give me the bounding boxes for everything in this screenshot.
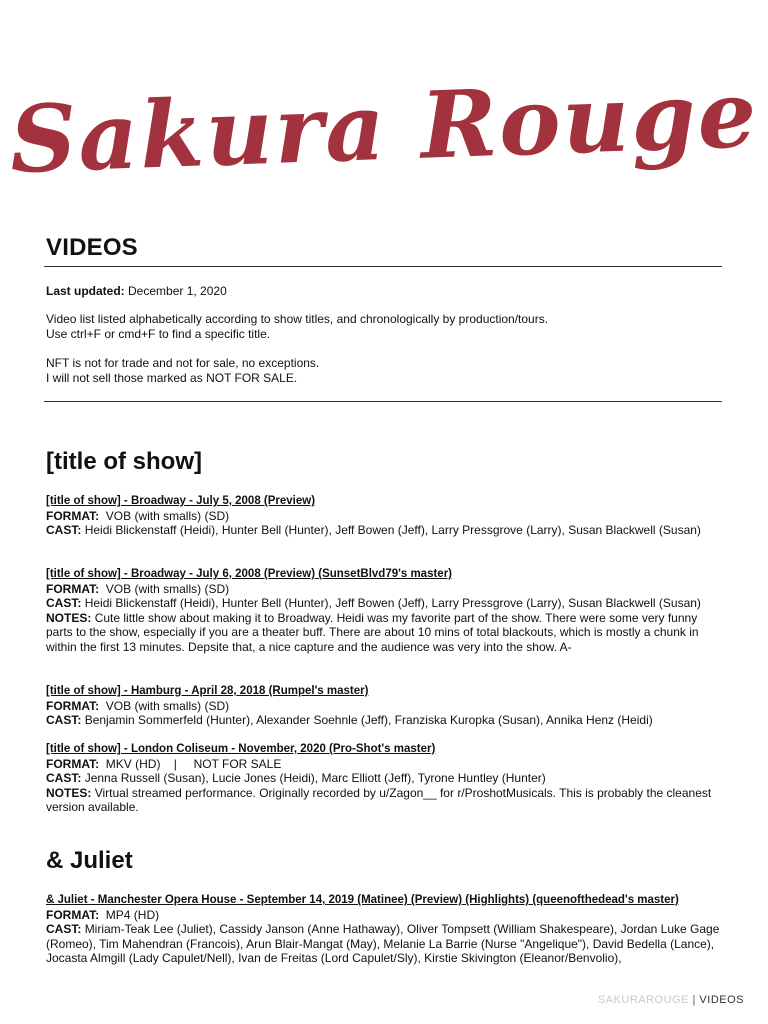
last-updated bbox=[46, 284, 726, 299]
page-title: VIDEOS bbox=[46, 234, 138, 261]
entry-format: VOB (with smalls) (SD) bbox=[105, 581, 230, 596]
video-entry bbox=[46, 742, 726, 815]
format-label: FORMAT: bbox=[46, 508, 100, 523]
video-entry bbox=[46, 494, 726, 538]
entry-cast: Heidi Blickenstaff (Heidi), Hunter Bell (Hunter), Jeff Bowen (Jeff), Larry Pressgrove (Larry), Susan Blackwell (Susan) bbox=[84, 523, 701, 538]
entry-title: [title of show] - Hamburg - April 28, 2018 (Rumpel's master) bbox=[46, 685, 369, 697]
intro-line: I will not sell those marked as NOT FOR SALE. bbox=[46, 371, 298, 385]
show-heading: & Juliet bbox=[46, 847, 133, 874]
show-heading: [title of show] bbox=[46, 448, 202, 475]
entry-notes: Cute little show about making it to Broadway. Heidi was my favorite part of the show. There were some very funny parts to the show, especially if you are a theater buff. There are about 10 mins of total blackouts, which is mostly a chunk in within the first 13 minutes. Depsite that, a nice capture and the audience was very into the show. A- bbox=[46, 610, 699, 654]
entry-notes: Virtual streamed performance. Originally recorded by u/Zagon__ for r/ProshotMusicals. This is probably the cleanest version available. bbox=[46, 785, 712, 815]
entry-title: [title of show] - London Coliseum - November, 2020 (Pro-Shot's master) bbox=[46, 743, 436, 755]
cast-label: CAST: bbox=[46, 596, 82, 611]
notes-label: NOTES: bbox=[46, 610, 92, 625]
video-entry bbox=[46, 893, 726, 966]
cast-label: CAST: bbox=[46, 771, 82, 786]
entry-title: & Juliet - Manchester Opera House - September 14, 2019 (Matinee) (Preview) (Highlights) (queenofthedead's master) bbox=[46, 894, 679, 906]
last-updated-label: Last updated: bbox=[46, 284, 125, 298]
cast-label: CAST: bbox=[46, 713, 82, 728]
footer-section: VIDEOS bbox=[699, 994, 744, 1006]
entry-format: MKV (HD) | NOT FOR SALE bbox=[105, 756, 282, 771]
entry-cast: Benjamin Sommerfeld (Hunter), Alexander Soehnle (Jeff), Franziska Kuropka (Susan), Annika Henz (Heidi) bbox=[84, 713, 653, 728]
format-label: FORMAT: bbox=[46, 756, 100, 771]
last-updated-value: December 1, 2020 bbox=[128, 284, 227, 298]
entry-format: VOB (with smalls) (SD) bbox=[105, 698, 230, 713]
notes-label: NOTES: bbox=[46, 785, 92, 800]
footer-brand: SAKURAROUGE bbox=[597, 994, 689, 1006]
cast-label: CAST: bbox=[46, 922, 82, 937]
format-label: FORMAT: bbox=[46, 907, 100, 922]
divider-top bbox=[44, 266, 722, 267]
entry-cast: Heidi Blickenstaff (Heidi), Hunter Bell (Hunter), Jeff Bowen (Jeff), Larry Pressgrove (Larry), Susan Blackwell (Susan) bbox=[84, 596, 701, 611]
entry-title: [title of show] - Broadway - July 5, 2008 (Preview) bbox=[46, 495, 316, 507]
divider-intro bbox=[44, 401, 722, 402]
format-label: FORMAT: bbox=[46, 581, 100, 596]
intro-line: Use ctrl+F or cmd+F to find a specific title. bbox=[46, 327, 271, 341]
format-label: FORMAT: bbox=[46, 698, 100, 713]
entry-cast: Jenna Russell (Susan), Lucie Jones (Heidi), Marc Elliott (Jeff), Tyrone Huntley (Hunter) bbox=[84, 771, 546, 786]
entry-format: MP4 (HD) bbox=[105, 907, 160, 922]
video-entry bbox=[46, 684, 726, 728]
footer-separator: | bbox=[688, 994, 700, 1006]
cast-label: CAST: bbox=[46, 523, 82, 538]
entry-format: VOB (with smalls) (SD) bbox=[105, 508, 230, 523]
intro-line: NFT is not for trade and not for sale, no exceptions. bbox=[46, 356, 320, 370]
entry-cast: Miriam-Teak Lee (Juliet), Cassidy Janson (Anne Hathaway), Oliver Tompsett (William Shakespeare), Jordan Luke Gage (Romeo), Tim Mahendran (Francois), Arun Blair-Mangat (May), Melanie La Barrie (Nurse "Angelique"), David Bedella (Lance), Jocasta Almgill (Lady Capulet/Nell), Ivan de Freitas (Lord Capulet/Sly), Kirstie Skivington (Eleanor/Benvolio), bbox=[46, 922, 720, 966]
entry-title: [title of show] - Broadway - July 6, 2008 (Preview) (SunsetBlvd79's master) bbox=[46, 568, 452, 580]
intro-line: Video list listed alphabetically according to show titles, and chronologically by production/tours. bbox=[46, 312, 549, 326]
site-logo: Sakura Rouge bbox=[8, 59, 760, 195]
video-entry bbox=[46, 567, 726, 655]
intro-text bbox=[46, 312, 726, 386]
page-footer bbox=[598, 994, 744, 1006]
